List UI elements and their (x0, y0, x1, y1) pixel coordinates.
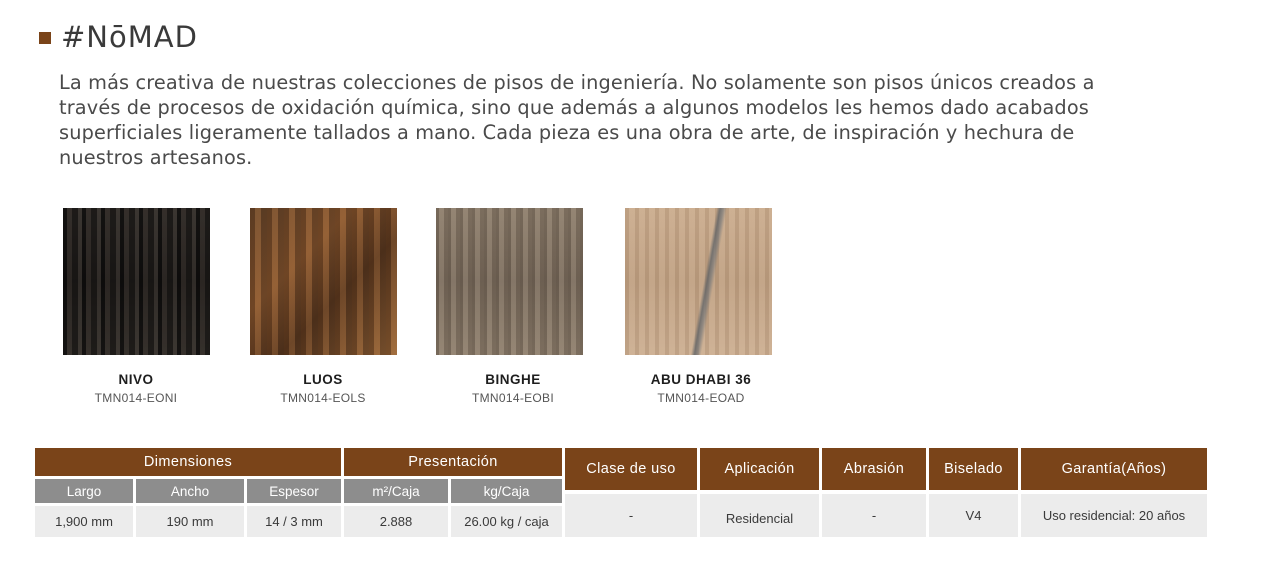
value-largo: 1,900 mm (35, 506, 133, 537)
value-aplicacion: Residencial (700, 494, 819, 537)
header-presentacion: Presentación (344, 448, 562, 476)
swatch-name-luos: LUOS (303, 372, 343, 387)
swatch-image-luos[interactable] (250, 208, 397, 355)
swatch-code-abu-dhabi-36: TMN014-EOAD (657, 391, 745, 405)
subheader-largo: Largo (35, 479, 133, 503)
swatch-name-binghe: BINGHE (485, 372, 541, 387)
value-kg-caja: 26.00 kg / caja (451, 506, 562, 537)
header-abrasion: Abrasión (822, 448, 926, 490)
swatch-image-abu-dhabi-36[interactable] (625, 208, 772, 355)
subheader-ancho: Ancho (136, 479, 244, 503)
header-clase-de-uso: Clase de uso (565, 448, 697, 490)
title-bullet-icon (39, 32, 51, 44)
value-m2-caja: 2.888 (344, 506, 448, 537)
value-abrasion: - (822, 494, 926, 537)
swatch-image-nivo[interactable] (63, 208, 210, 355)
collection-title: #NōMAD (61, 20, 198, 54)
swatch-name-nivo: NIVO (118, 372, 154, 387)
swatch-code-luos: TMN014-EOLS (280, 391, 366, 405)
subheader-espesor: Espesor (247, 479, 341, 503)
header-biselado: Biselado (929, 448, 1018, 490)
swatch-code-binghe: TMN014-EOBI (472, 391, 554, 405)
value-ancho: 190 mm (136, 506, 244, 537)
swatch-code-nivo: TMN014-EONI (94, 391, 178, 405)
header-garantia: Garantía(Años) (1021, 448, 1207, 490)
collection-description: La más creativa de nuestras colecciones de pisos de ingeniería. No solamente son pisos únicos creados a través de procesos de oxidación química, sino que además a algunos modelos les hemos dado acabados superficiales ligeramente tallados a mano. Cada pieza es una obra de arte, de inspiración y hechura de nuestros artesanos. (59, 71, 1095, 169)
value-espesor: 14 / 3 mm (247, 506, 341, 537)
value-garantia: Uso residencial: 20 años (1021, 494, 1207, 537)
header-dimensiones: Dimensiones (35, 448, 341, 476)
subheader-kg-caja: kg/Caja (451, 479, 562, 503)
header-aplicacion: Aplicación (700, 448, 819, 490)
value-biselado: V4 (929, 494, 1018, 537)
swatch-name-abu-dhabi-36: ABU DHABI 36 (650, 372, 752, 387)
subheader-m2-caja: m²/Caja (344, 479, 448, 503)
value-clase-de-uso: - (565, 494, 697, 537)
swatch-image-binghe[interactable] (436, 208, 583, 355)
